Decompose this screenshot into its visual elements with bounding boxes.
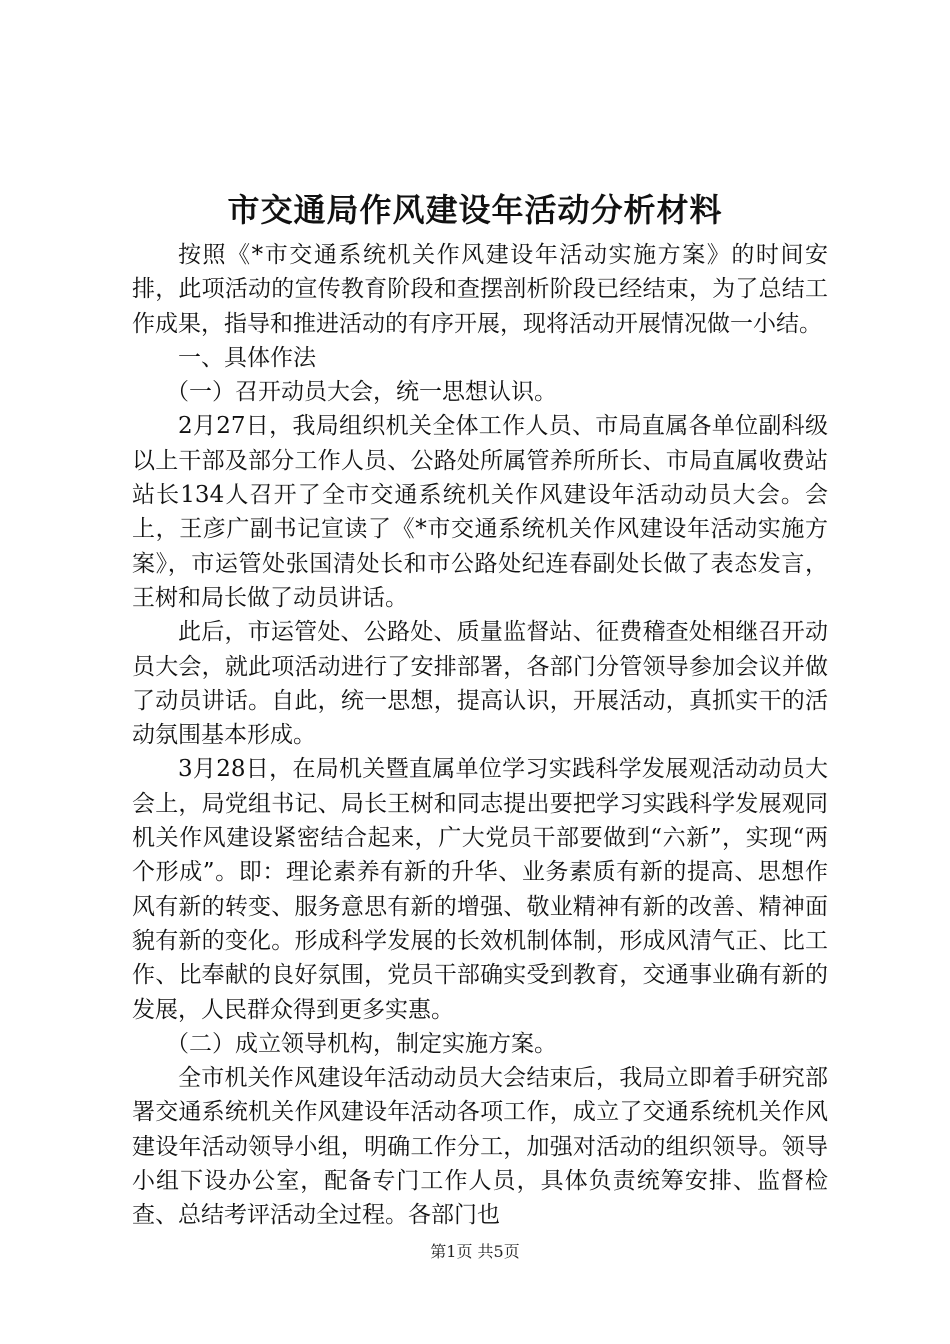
page-number-footer: 第1页 共5页 [430,1242,520,1261]
paragraph-intro: 按照《*市交通系统机关作风建设年活动实施方案》的时间安排，此项活动的宣传教育阶段和查摆剖析阶段已经结束，为了总结工作成果，指导和推进活动的有序开展，现将活动开展情况做一小结。 [132,242,828,337]
paragraph-meeting-mar: 3月28日，在局机关暨直属单位学习实践科学发展观活动动员大会上，局党组书记、局长王树和同志提出要把学习实践科学发展观同机关作风建设紧密结合起来，广大党员干部要做到“六新”，实现“两个形成”。即：理论素养有新的升华、业务素质有新的提高、思想作风有新的转变、服务意思有新的增强、敬业精神有新的改善、精神面貌有新的变化。形成科学发展的长效机制体制，形成风清气正、比工作、比奉献的良好氛围，党员干部确实受到教育，交通事业确有新的发展，人民群众得到更多实惠。 [132,756,828,1023]
document-body [132,238,828,1233]
page-title: 市交通局作风建设年活动分析材料 [227,191,723,229]
subsection-heading-2: （二）成立领导机构，制定实施方案。 [166,1030,557,1057]
paragraph-follow-up: 此后，市运管处、公路处、质量监督站、征费稽查处相继召开动员大会，就此项活动进行了安排部署，各部门分管领导参加会议并做了动员讲话。自此，统一思想，提高认识，开展活动，真抓实干的活动氛围基本形成。 [132,619,828,749]
paragraph-leadership: 全市机关作风建设年活动动员大会结束后，我局立即着手研究部署交通系统机关作风建设年活动各项工作，成立了交通系统机关作风建设年活动领导小组，明确工作分工，加强对活动的组织领导。领导小组下设办公室，配备专门工作人员，具体负责统筹安排、监督检查、总结考评活动全过程。各部门也 [132,1065,828,1229]
subsection-heading-1: （一）召开动员大会，统一思想认识。 [166,379,557,406]
section-heading-1: 一、具体作法 [178,344,316,371]
paragraph-meeting-feb: 2月27日，我局组织机关全体工作人员、市局直属各单位副科级以上干部及部分工作人员、公路处所属管养所所长、市局直属收费站站长134人召开了全市交通系统机关作风建设年活动动员大会。会上，王彦广副书记宣读了《*市交通系统机关作风建设年活动实施方案》，市运管处张国清处长和市公路处纪连春副处长做了表态发言，王树和局长做了动员讲话。 [132,413,828,611]
